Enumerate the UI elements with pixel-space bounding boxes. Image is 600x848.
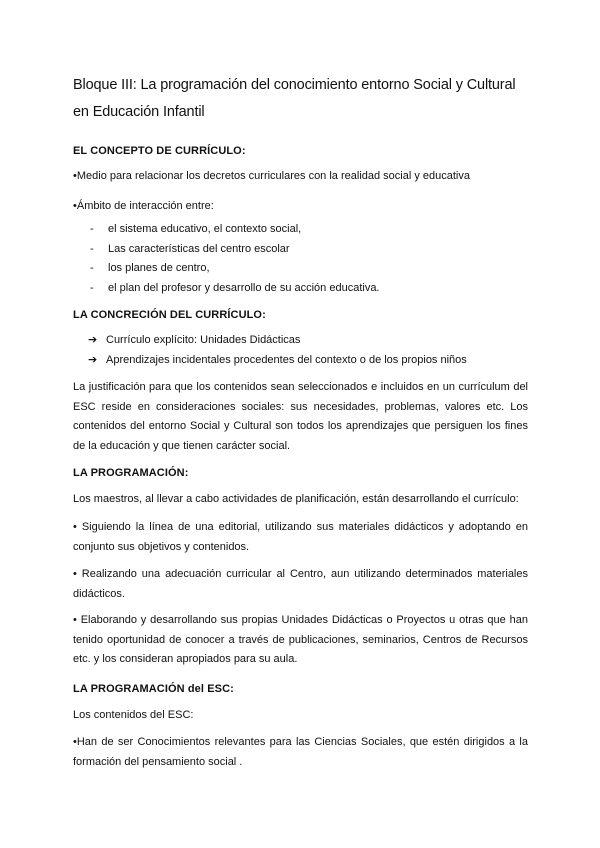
heading-programacion-esc: LA PROGRAMACIÓN del ESC: bbox=[73, 683, 234, 695]
arrow-icon: ➔ bbox=[88, 334, 98, 346]
dash-marker: - bbox=[90, 262, 94, 274]
paragraph-contenidos: Los contenidos del ESC: bbox=[73, 709, 194, 721]
list-item: - los planes de centro, bbox=[90, 259, 380, 279]
bullet-editorial: • Siguiendo la línea de una editorial, utilizando sus materiales didácticos y adoptando en conjunto sus objetivos y contenidos. bbox=[73, 521, 528, 553]
list-item: ➔ Aprendizajes incidentales procedentes del contexto o de los propios niños bbox=[88, 351, 467, 371]
heading-concepto: EL CONCEPTO DE CURRÍCULO: bbox=[73, 145, 246, 157]
paragraph-justificacion: La justificación para que los contenidos sean seleccionados e incluidos en un currículum del ESC reside en consideraciones sociales: sus necesidades, problemas, valores etc. Los contenidos del entorno Social y Cultural son todos los aprendizajes que persiguen los fines de la educación y que tienen carácter social. bbox=[73, 381, 528, 452]
arrow-icon: ➔ bbox=[88, 353, 98, 366]
bullet-elaborando: • Elaborando y desarrollando sus propias Unidades Didácticas o Proyectos u otras que han tenido oportunidad de conocer a través de publicaciones, seminarios, Centros de Recursos etc. y los consideran apropiados para su aula. bbox=[73, 614, 528, 666]
document-title: Bloque III: La programación del conocimiento entorno Social y Cultural en Educación Infantil bbox=[73, 77, 516, 120]
bullet-conocimientos: •Han de ser Conocimientos relevantes para las Ciencias Sociales, que estén dirigidos a la formación del pensamiento social . bbox=[73, 736, 528, 768]
paragraph-ambito: •Ámbito de interacción entre: bbox=[73, 200, 214, 212]
paragraph-medio: •Medio para relacionar los decretos curriculares con la realidad social y educativa bbox=[73, 170, 470, 182]
list-item: - Las características del centro escolar bbox=[90, 240, 380, 260]
dash-marker: - bbox=[90, 242, 94, 255]
paragraph-maestros: Los maestros, al llevar a cabo actividades de planificación, están desarrollando el currículo: bbox=[73, 493, 519, 505]
heading-concrecion: LA CONCRECIÓN DEL CURRÍCULO: bbox=[73, 309, 266, 321]
list-item: ➔ Currículo explícito: Unidades Didácticas bbox=[88, 331, 467, 351]
heading-programacion: LA PROGRAMACIÓN: bbox=[73, 467, 189, 479]
interaction-list bbox=[90, 220, 380, 298]
dash-marker: - bbox=[90, 281, 94, 294]
dash-marker: - bbox=[90, 223, 94, 235]
concrecion-list bbox=[88, 331, 467, 370]
list-item: - el sistema educativo, el contexto social, bbox=[90, 220, 380, 240]
list-item: - el plan del profesor y desarrollo de su acción educativa. bbox=[90, 279, 380, 299]
bullet-adecuacion: • Realizando una adecuación curricular al Centro, aun utilizando determinados materiales didácticos. bbox=[73, 568, 528, 600]
